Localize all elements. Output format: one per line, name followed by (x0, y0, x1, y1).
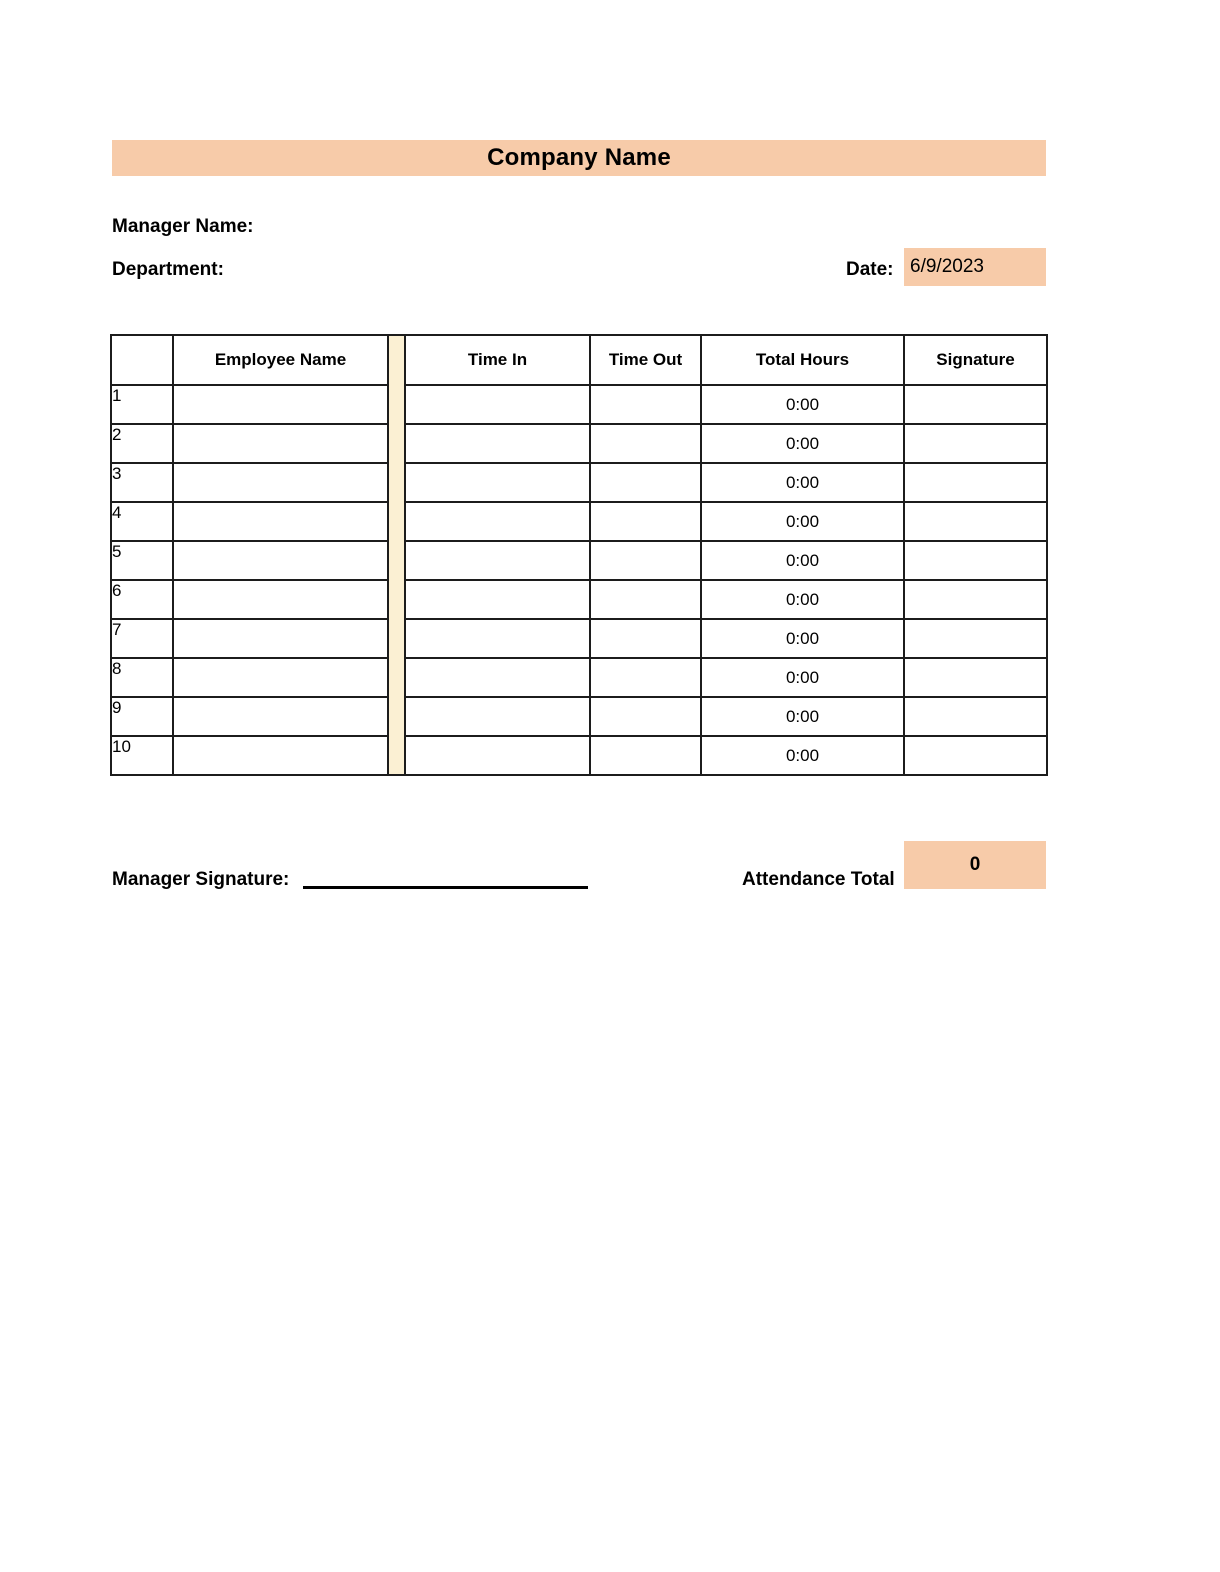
signature-cell[interactable] (904, 463, 1047, 502)
attendance-total-value: 0 (904, 841, 1046, 889)
total-hours-cell: 0:00 (701, 619, 904, 658)
attendance-table-body (111, 385, 1047, 775)
attendance-total-label: Attendance Total (742, 869, 895, 890)
employee-name-cell[interactable] (173, 619, 388, 658)
time-out-cell[interactable] (590, 463, 701, 502)
column-header-signature: Signature (904, 335, 1047, 385)
attendance-table-header (111, 335, 1047, 385)
time-in-cell[interactable] (405, 619, 590, 658)
spacer-cell (388, 658, 405, 697)
spacer-cell (388, 541, 405, 580)
manager-signature-label: Manager Signature: (112, 869, 290, 890)
table-header-row (111, 335, 1047, 385)
signature-cell[interactable] (904, 385, 1047, 424)
total-hours-cell: 0:00 (701, 502, 904, 541)
time-in-cell[interactable] (405, 424, 590, 463)
manager-signature-line[interactable] (303, 886, 588, 889)
table-row (111, 580, 1047, 619)
table-row (111, 502, 1047, 541)
time-out-cell[interactable] (590, 541, 701, 580)
table-row (111, 463, 1047, 502)
time-out-cell[interactable] (590, 658, 701, 697)
time-out-cell[interactable] (590, 697, 701, 736)
total-hours-cell: 0:00 (701, 541, 904, 580)
row-number-cell: 3 (111, 463, 173, 502)
signature-cell[interactable] (904, 541, 1047, 580)
time-in-cell[interactable] (405, 463, 590, 502)
total-hours-cell: 0:00 (701, 697, 904, 736)
signature-cell[interactable] (904, 658, 1047, 697)
spacer-cell (388, 502, 405, 541)
spacer-cell (388, 697, 405, 736)
spacer-cell (388, 580, 405, 619)
time-out-cell[interactable] (590, 385, 701, 424)
table-row (111, 736, 1047, 775)
table-row (111, 658, 1047, 697)
column-header-time-in: Time In (405, 335, 590, 385)
spacer-cell (388, 424, 405, 463)
date-value-field[interactable]: 6/9/2023 (904, 248, 1046, 286)
total-hours-cell: 0:00 (701, 658, 904, 697)
time-in-cell[interactable] (405, 385, 590, 424)
time-out-cell[interactable] (590, 736, 701, 775)
row-number-cell: 8 (111, 658, 173, 697)
signature-cell[interactable] (904, 502, 1047, 541)
row-number-cell: 2 (111, 424, 173, 463)
manager-name-label: Manager Name: (112, 216, 254, 237)
date-label: Date: (846, 259, 894, 280)
total-hours-cell: 0:00 (701, 424, 904, 463)
time-out-cell[interactable] (590, 424, 701, 463)
row-number-cell: 9 (111, 697, 173, 736)
employee-name-cell[interactable] (173, 385, 388, 424)
employee-name-cell[interactable] (173, 463, 388, 502)
time-out-cell[interactable] (590, 580, 701, 619)
department-label: Department: (112, 259, 224, 280)
column-header-number (111, 335, 173, 385)
attendance-table (110, 334, 1048, 776)
signature-cell[interactable] (904, 424, 1047, 463)
row-number-cell: 4 (111, 502, 173, 541)
time-in-cell[interactable] (405, 580, 590, 619)
company-name-title: Company Name (487, 144, 671, 171)
employee-name-cell[interactable] (173, 697, 388, 736)
time-out-cell[interactable] (590, 502, 701, 541)
total-hours-cell: 0:00 (701, 580, 904, 619)
row-number-cell: 7 (111, 619, 173, 658)
company-name-banner (112, 140, 1046, 176)
employee-name-cell[interactable] (173, 736, 388, 775)
employee-name-cell[interactable] (173, 541, 388, 580)
signature-cell[interactable] (904, 580, 1047, 619)
employee-name-cell[interactable] (173, 658, 388, 697)
table-row (111, 385, 1047, 424)
spacer-cell (388, 463, 405, 502)
time-in-cell[interactable] (405, 697, 590, 736)
time-in-cell[interactable] (405, 541, 590, 580)
time-out-cell[interactable] (590, 619, 701, 658)
signature-cell[interactable] (904, 736, 1047, 775)
column-header-total-hours: Total Hours (701, 335, 904, 385)
row-number-cell: 1 (111, 385, 173, 424)
table-row (111, 424, 1047, 463)
row-number-cell: 5 (111, 541, 173, 580)
employee-name-cell[interactable] (173, 424, 388, 463)
signature-cell[interactable] (904, 619, 1047, 658)
signature-cell[interactable] (904, 697, 1047, 736)
column-header-employee-name: Employee Name (173, 335, 388, 385)
time-in-cell[interactable] (405, 658, 590, 697)
time-in-cell[interactable] (405, 502, 590, 541)
total-hours-cell: 0:00 (701, 385, 904, 424)
employee-name-cell[interactable] (173, 580, 388, 619)
time-in-cell[interactable] (405, 736, 590, 775)
spacer-cell (388, 736, 405, 775)
table-row (111, 697, 1047, 736)
table-row (111, 619, 1047, 658)
column-header-time-out: Time Out (590, 335, 701, 385)
spacer-cell (388, 619, 405, 658)
spacer-cell (388, 385, 405, 424)
row-number-cell: 6 (111, 580, 173, 619)
employee-name-cell[interactable] (173, 502, 388, 541)
column-header-spacer (388, 335, 405, 385)
row-number-cell: 10 (111, 736, 173, 775)
table-row (111, 541, 1047, 580)
total-hours-cell: 0:00 (701, 736, 904, 775)
total-hours-cell: 0:00 (701, 463, 904, 502)
